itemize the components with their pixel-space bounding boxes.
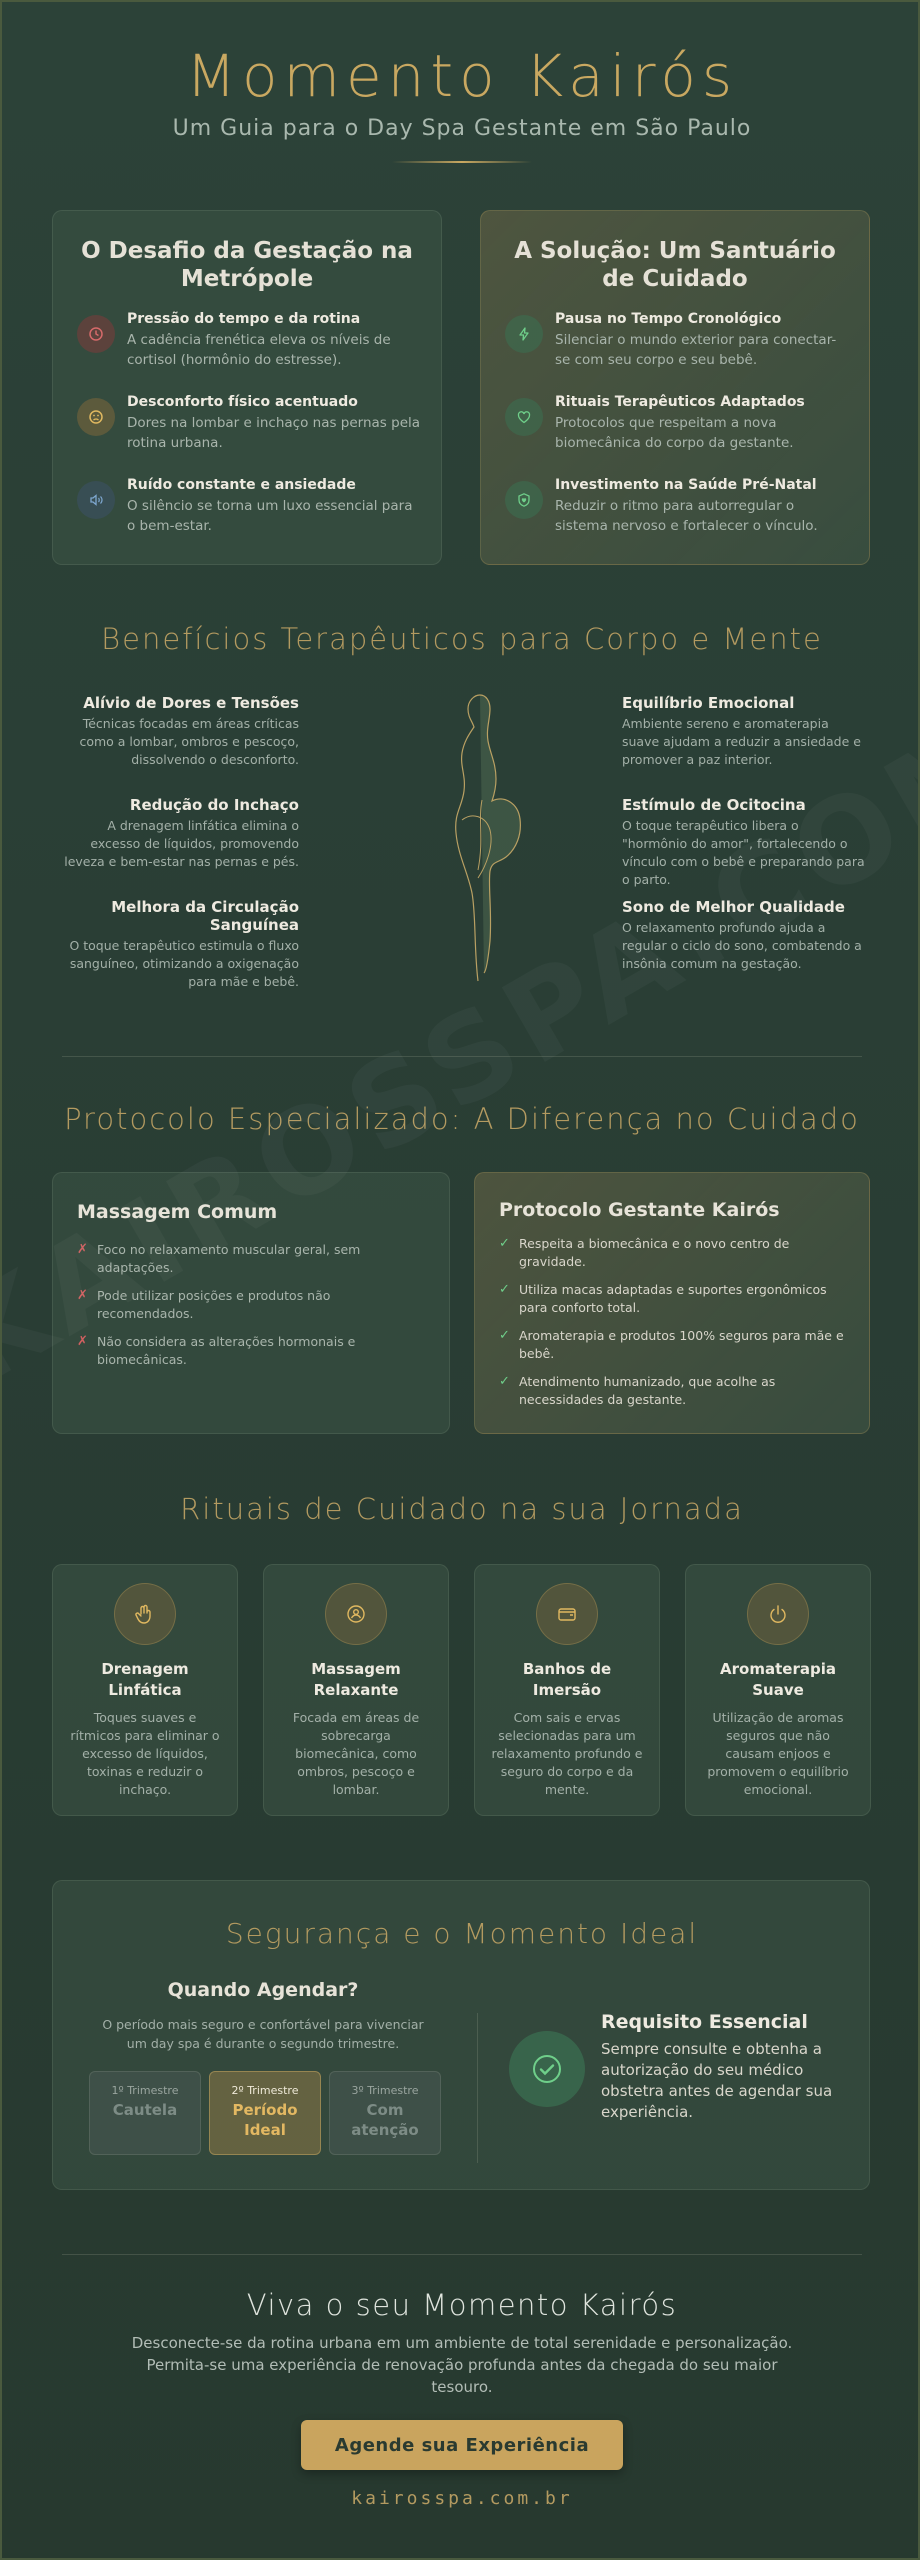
aroma-icon	[747, 1583, 809, 1645]
section-divider	[62, 2254, 862, 2255]
pregnant-silhouette-illustration	[422, 690, 542, 985]
when-desc: O período mais seguro e confortável para vivenciar um day spa é durante o segundo trimestre.	[102, 2017, 424, 2051]
when-title: Quando Agendar?	[167, 1979, 359, 2001]
trimester-1: 1º Trimestre Cautela	[89, 2071, 201, 2155]
solution-item	[505, 311, 849, 370]
benefit-item	[622, 796, 867, 889]
challenge-item	[77, 311, 421, 370]
ritual-title: Aromaterapia Suave	[720, 1660, 836, 1699]
website-link[interactable]: kairosspa.com.br	[351, 2488, 573, 2509]
list-item: ✓ Aromaterapia e produtos 100% seguros para mãe e bebê.	[499, 1328, 844, 1361]
heart-icon	[505, 398, 543, 436]
benefit-title: Melhora da Circulação Sanguínea	[111, 898, 299, 934]
solution-item	[505, 477, 849, 536]
cross-icon: ✗	[77, 1242, 88, 1257]
challenge-item-desc: Dores na lombar e inchaço nas pernas pela rotina urbana.	[127, 415, 421, 451]
challenge-item-desc: O silêncio se torna um luxo essencial para o bem-estar.	[127, 498, 413, 534]
benefit-desc: O toque terapêutico estimula o fluxo sanguíneo, otimizando a oxigenação para mãe e bebê.	[69, 938, 299, 989]
solution-item-title: Pausa no Tempo Cronológico	[555, 311, 782, 327]
challenge-item-title: Pressão do tempo e da rotina	[127, 311, 361, 327]
challenge-item	[77, 394, 421, 453]
solution-item-desc: Protocolos que respeitam a nova biomecânica do corpo da gestante.	[555, 415, 794, 451]
benefit-title: Redução do Inchaço	[129, 796, 299, 814]
benefit-desc: A drenagem linfática elimina o excesso de líquidos, promovendo leveza e bem-estar nas pernas e pés.	[64, 818, 299, 869]
solution-title: A Solução: Um Santuário de Cuidado	[514, 238, 836, 292]
requirement-title: Requisito Essencial	[601, 2011, 808, 2033]
list-item: ✓ Utiliza macas adaptadas e suportes ergonômicos para conforto total.	[499, 1282, 827, 1315]
check-icon: ✓	[499, 1374, 510, 1389]
benefit-title: Equilíbrio Emocional	[622, 694, 795, 712]
clock-icon	[77, 315, 115, 353]
benefit-title: Alívio de Dores e Tensões	[83, 694, 299, 712]
benefit-item	[622, 898, 867, 973]
section-divider	[62, 1056, 862, 1057]
kairos-protocol-card	[474, 1172, 870, 1434]
challenge-item-desc: A cadência frenética eleva os níveis de cortisol (hormônio do estresse).	[127, 332, 391, 368]
shield-heart-icon	[505, 481, 543, 519]
safety-title: Segurança e o Momento Ideal	[225, 1917, 699, 1950]
safety-divider	[477, 2013, 478, 2163]
solution-item	[505, 394, 849, 453]
ritual-desc: Focada em áreas de sobrecarga biomecânica, como ombros, pescoço e lombar.	[292, 1710, 420, 1797]
protocol-title: Protocolo Especializado: A Diferença no Cuidado	[64, 1102, 860, 1136]
solution-item-title: Rituais Terapêuticos Adaptados	[555, 394, 805, 410]
cross-icon: ✗	[77, 1334, 88, 1349]
check-icon: ✓	[499, 1328, 510, 1343]
kairos-protocol-title: Protocolo Gestante Kairós	[499, 1199, 780, 1221]
page-title: Momento Kairós	[185, 42, 739, 110]
check-icon: ✓	[499, 1236, 510, 1251]
safety-card	[52, 1880, 870, 2190]
solution-item-title: Investimento na Saúde Pré-Natal	[555, 477, 817, 493]
ritual-desc: Utilização de aromas seguros que não causam enjoos e promovem o equilíbrio emocional.	[707, 1710, 849, 1797]
solution-item-desc: Reduzir o ritmo para autorregular o sistema nervoso e fortalecer o vínculo.	[555, 498, 818, 534]
footer-desc: Desconecte-se da rotina urbana em um ambiente de total serenidade e personalização. Permita-se uma experiência de renovação profunda antes da chegada do seu maior tesouro.	[131, 2334, 793, 2396]
benefit-item	[54, 898, 299, 991]
massage-icon	[325, 1583, 387, 1645]
trimester-selector	[89, 2071, 449, 2157]
ritual-title: Drenagem Linfática	[101, 1660, 189, 1699]
benefit-title: Sono de Melhor Qualidade	[622, 898, 845, 916]
solution-item-desc: Silenciar o mundo exterior para conectar-se com seu corpo e seu bebê.	[555, 332, 837, 368]
benefit-desc: O relaxamento profundo ajuda a regular o ciclo do sono, combatendo a insônia comum na gestação.	[622, 920, 862, 971]
sad-face-icon	[77, 398, 115, 436]
hand-drop-icon	[114, 1583, 176, 1645]
challenge-title: O Desafio da Gestação na Metrópole	[81, 238, 413, 292]
benefit-title: Estímulo de Ocitocina	[622, 796, 806, 814]
ritual-desc: Com sais e ervas selecionadas para um relaxamento profundo e seguro do corpo e da mente.	[491, 1710, 643, 1797]
check-circle-icon	[509, 2031, 585, 2107]
common-massage-card	[52, 1172, 450, 1434]
benefit-desc: Técnicas focadas em áreas críticas como a lombar, ombros e pescoço, dissolvendo o desconforto.	[79, 716, 299, 767]
common-massage-title: Massagem Comum	[77, 1201, 278, 1223]
lightning-icon	[505, 315, 543, 353]
benefit-item	[54, 694, 299, 769]
solution-card	[480, 210, 870, 565]
check-icon: ✓	[499, 1282, 510, 1297]
ritual-card	[474, 1564, 660, 1816]
header-divider	[392, 161, 532, 163]
ritual-desc: Toques suaves e rítmicos para eliminar o excesso de líquidos, toxinas e reduzir o inchaço.	[70, 1710, 220, 1797]
list-item: ✗ Foco no relaxamento muscular geral, sem adaptações.	[77, 1242, 361, 1275]
list-item: ✓ Atendimento humanizado, que acolhe as necessidades da gestante.	[499, 1374, 776, 1407]
challenge-item-title: Desconforto físico acentuado	[127, 394, 358, 410]
list-item: ✗ Não considera as alterações hormonais e biomecânicas.	[77, 1334, 356, 1367]
cross-icon: ✗	[77, 1288, 88, 1303]
book-experience-button[interactable]: Agende sua Experiência	[301, 2420, 623, 2470]
challenge-item	[77, 477, 421, 536]
bath-icon	[536, 1583, 598, 1645]
page-subtitle: Um Guia para o Day Spa Gestante em São Paulo	[172, 116, 752, 141]
challenge-card	[52, 210, 442, 565]
benefit-item	[622, 694, 867, 769]
challenge-item-title: Ruído constante e ansiedade	[127, 477, 356, 493]
requirement-desc: Sempre consulte e obtenha a autorização do seu médico obstetra antes de agendar sua experiência.	[601, 2040, 833, 2121]
trimester-2: 2º Trimestre Período Ideal	[209, 2071, 321, 2155]
ritual-card	[52, 1564, 238, 1816]
page-header	[2, 42, 920, 163]
ritual-card	[685, 1564, 871, 1816]
benefit-item	[54, 796, 299, 871]
ritual-title: Banhos de Imersão	[522, 1660, 612, 1699]
ritual-title: Massagem Relaxante	[311, 1660, 401, 1699]
noise-icon	[77, 481, 115, 519]
benefit-desc: O toque terapêutico libera o "hormônio do amor", fortalecendo o vínculo com o bebê e preparando para o parto.	[622, 818, 865, 887]
benefit-desc: Ambiente sereno e aromaterapia suave ajudam a reduzir a ansiedade e promover a paz interior.	[622, 716, 861, 767]
footer-title: Viva o seu Momento Kairós	[246, 2288, 678, 2322]
benefits-title: Benefícios Terapêuticos para Corpo e Mente	[101, 622, 823, 656]
list-item: ✗ Pode utilizar posições e produtos não recomendados.	[77, 1288, 331, 1321]
ritual-card	[263, 1564, 449, 1816]
rituals-title: Rituais de Cuidado na sua Jornada	[180, 1492, 744, 1526]
list-item: ✓ Respeita a biomecânica e o novo centro de gravidade.	[499, 1236, 790, 1269]
trimester-3: 3º Trimestre Com atenção	[329, 2071, 441, 2155]
